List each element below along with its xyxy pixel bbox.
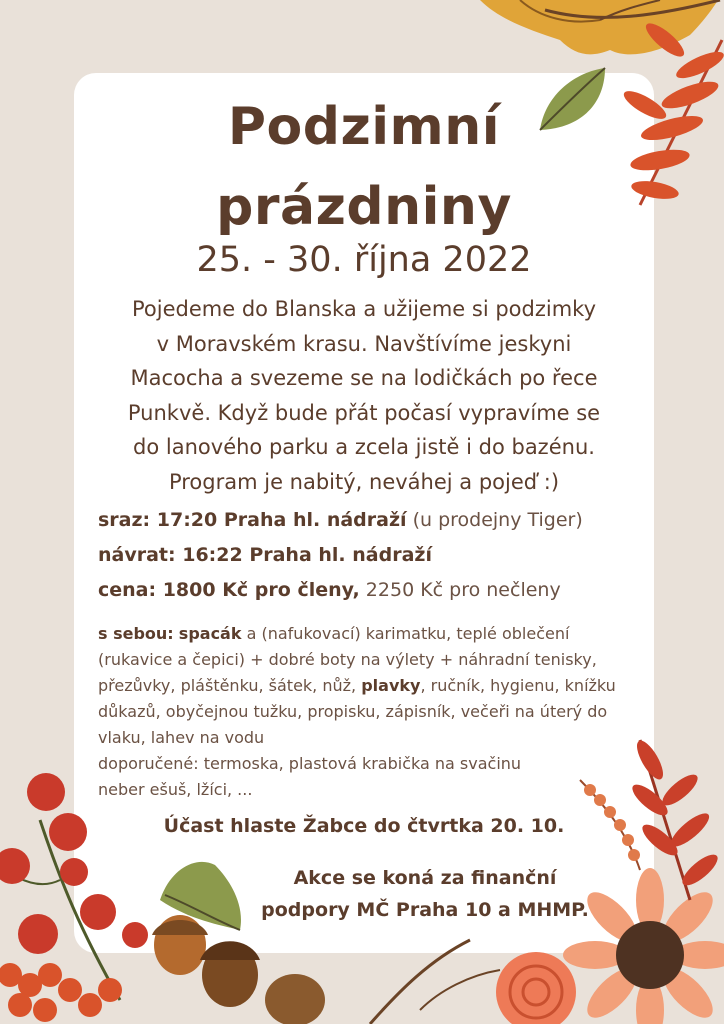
intro-line: v Moravském krasu. Navštívíme jeskyni bbox=[156, 331, 572, 356]
twig-icon bbox=[370, 940, 500, 1024]
meeting-info bbox=[98, 509, 638, 531]
packing-text-2: , ručník, hygienu, knížku důkazů, obyčejnou tužku, propisku, zápisník, večeři na úterý do vlaku, lahev na vodu bbox=[98, 676, 616, 747]
packing-label: s sebou: bbox=[98, 624, 174, 643]
packing-item-swimsuit: plavky bbox=[361, 676, 421, 695]
event-date: 25. - 30. října 2022 bbox=[196, 240, 532, 280]
acorn-icon bbox=[152, 915, 260, 1007]
registration-deadline: Účast hlaste Žabce do čtvrtka 20. 10. bbox=[163, 815, 565, 837]
price-nonmembers: 2250 Kč pro nečleny bbox=[359, 579, 561, 601]
packing-text-1: a (nafukovací) karimatku, teplé oblečení (rukavice a čepici) + dobré boty na výlety + náhradní tenisky, přezůvky, pláštěnku, šátek, nůž, bbox=[98, 624, 597, 695]
price-info bbox=[98, 579, 638, 601]
intro-line: Macocha a svezeme se na lodičkách po řece bbox=[130, 366, 598, 390]
sponsor-line: podpory MČ Praha 10 a MHMP. bbox=[261, 899, 589, 921]
berry-branch-icon bbox=[0, 773, 148, 1022]
packing-extra: neber ešuš, lžíci, ... bbox=[98, 780, 253, 799]
rose-icon bbox=[496, 952, 576, 1024]
meeting-label: sraz: 17:20 Praha hl. nádraží bbox=[98, 509, 407, 531]
meeting-note: (u prodejny Tiger) bbox=[406, 509, 583, 531]
packing-list bbox=[98, 621, 618, 803]
title-line-1: Podzimní bbox=[227, 97, 501, 157]
intro-line: Punkvě. Když bude přát počasí vypravíme se bbox=[127, 400, 601, 425]
return-info bbox=[98, 544, 638, 566]
intro-line: do lanového parku a zcela jistě i do bazénu. bbox=[133, 435, 595, 459]
price-members: cena: 1800 Kč pro členy, bbox=[98, 579, 360, 601]
packing-item-sleeping-bag: spacák bbox=[178, 624, 242, 643]
title-line-2: prázdniny bbox=[216, 177, 512, 237]
sponsor-line: Akce se koná za finanční bbox=[293, 867, 557, 889]
pine-cone-icon bbox=[265, 974, 325, 1024]
return-label: návrat: 16:22 Praha hl. nádraží bbox=[98, 544, 432, 566]
sponsor-note bbox=[240, 862, 610, 926]
intro-text bbox=[100, 292, 628, 499]
intro-line: Program je nabitý, neváhej a pojeď :) bbox=[168, 469, 560, 494]
intro-line: Pojedeme do Blanska a užijeme si podzimky bbox=[132, 297, 596, 321]
packing-recommended: doporučené: termoska, plastová krabička na svačinu bbox=[98, 754, 522, 773]
